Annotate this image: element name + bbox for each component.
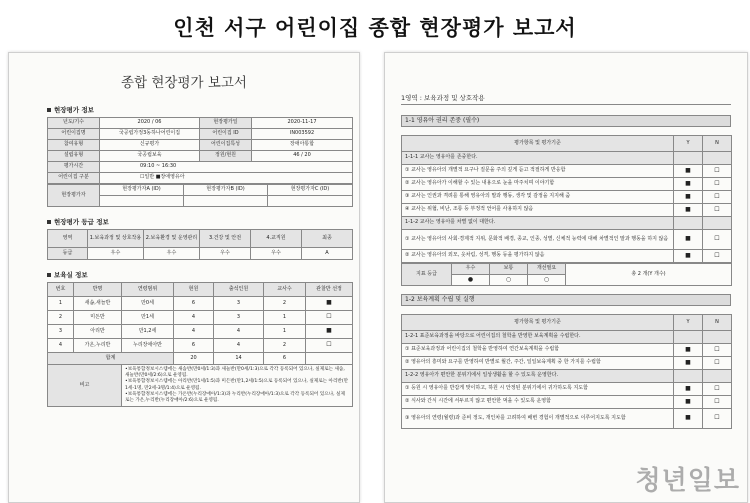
checkbox-cell: ☐: [703, 165, 732, 178]
cell: 4: [48, 339, 74, 353]
cell: [674, 370, 703, 383]
section-header-rooms: [47, 270, 359, 279]
cell: 4: [174, 311, 214, 325]
cell: 1: [264, 311, 306, 325]
cell: 아리반: [74, 325, 122, 339]
cell: 현장평가자C (ID): [268, 185, 353, 196]
cell: ① 교사는 영유아의 개별적 요구나 질문을 주의 깊게 듣고 적절하게 반응함: [402, 165, 674, 178]
cell: 국공립가정3동하나어린이집: [100, 129, 200, 140]
cell: 누리장애아반: [122, 339, 174, 353]
doc-title: 종합 현장평가 보고서: [121, 75, 247, 91]
cell: 1-1-1 교사는 영유아를 존중한다.: [402, 152, 674, 165]
remark-text: •보육통합정보시스템에는 아리반(만1세/1:5)과 미든반(만1,2세/1:5)으로 등록되어 있으나, 실제로는 아리반(만1세-1명, 만2세-3명/1:4)으로 운영됨.: [125, 379, 349, 391]
grade-row-table: [401, 263, 732, 286]
remarks-cell: [122, 365, 353, 407]
cell: 만1,2세: [122, 325, 174, 339]
checkbox-cell: ■: [306, 325, 353, 339]
cell: 6: [264, 353, 306, 365]
cell: 우수: [200, 248, 251, 260]
cell: Y: [674, 315, 703, 331]
cell: [674, 152, 703, 165]
checkbox-cell: ☐: [703, 396, 732, 409]
cell: 교사수: [264, 283, 306, 297]
grade-table: [47, 229, 353, 260]
section-title: 보육실 정보: [54, 271, 88, 279]
subsection-title: 1-1 영유아 권리 존중 (필수): [401, 115, 731, 127]
cell: 국공립보육: [100, 151, 200, 162]
table-row: [48, 339, 353, 353]
section-title: 현장평가 정보: [54, 106, 94, 114]
cell: 우수: [144, 248, 200, 260]
cell: [703, 217, 732, 230]
right-page: [384, 52, 748, 503]
checkbox-cell: ☐: [703, 409, 732, 429]
cell: 최종: [302, 230, 353, 248]
cell: 등급: [48, 248, 88, 260]
cell: 미든반: [74, 311, 122, 325]
checkbox-cell: ☐: [703, 204, 732, 217]
cell: 신규평가: [100, 140, 200, 151]
cell: 연령범위: [122, 283, 174, 297]
checkbox-cell: ■: [674, 383, 703, 396]
total-row: [48, 353, 353, 365]
cell: [703, 370, 732, 383]
cell: 4: [214, 325, 264, 339]
cell: 년도/기수: [48, 118, 100, 129]
cell: 현장평가자A (ID): [100, 185, 184, 196]
checkbox-cell: ■: [674, 230, 703, 250]
checkbox-cell: ☐: [306, 311, 353, 325]
cell: 어린이집특성: [200, 140, 252, 151]
cell: 가온,누리반: [74, 339, 122, 353]
checkbox-cell: ☐: [703, 357, 732, 370]
cell: ② 영유아의 흥미와 요구를 반영하여 반별로 월간, 주간, 일일보육계획 중 한 가지를 수립함: [402, 357, 674, 370]
bullet-square-icon: [47, 273, 51, 277]
cell: 번호: [48, 283, 74, 297]
cell: 만0세: [122, 297, 174, 311]
cell: 설립유형: [48, 151, 100, 162]
checkbox-cell: ☐: [703, 191, 732, 204]
cell: 2: [264, 297, 306, 311]
cell: [306, 353, 353, 365]
cell: 관찰반 선정: [306, 283, 353, 297]
rooms-table: [47, 282, 353, 407]
cell: 2: [48, 311, 74, 325]
cell: 총 2 개(Y 개수): [566, 264, 732, 286]
area-title: 1영역 : 보육과정 및 상호작용: [401, 93, 731, 105]
cell: 평가시간: [48, 162, 100, 173]
cell: 장애아통합: [252, 140, 353, 151]
section-header-grade: [47, 217, 359, 226]
cell: 정원/현원: [200, 151, 252, 162]
cell: 만1세: [122, 311, 174, 325]
cell: 4.교직원: [251, 230, 302, 248]
cell: 1-2-2 영유아가 편안한 분위기에서 일상생활을 할 수 있도록 운영한다.: [402, 370, 674, 383]
cell: 비고: [48, 365, 122, 407]
checkbox-cell: ■: [674, 396, 703, 409]
table-row: [48, 311, 353, 325]
checkbox-cell: ■: [674, 357, 703, 370]
cell: 2020 / 06: [100, 118, 200, 129]
cell: 3.건강 및 안전: [200, 230, 251, 248]
cell: 1-1-2 교사는 영유아를 차별 없이 대한다.: [402, 217, 674, 230]
cell: 1: [264, 325, 306, 339]
cell: ① 표준보육과정과 어린이집의 철학을 반영하여 연간보육계획을 수립함: [402, 344, 674, 357]
cell: ③ 교사는 인권과 격려를 통해 영유아의 말과 행동, 생각 및 감정을 지지해 줌: [402, 191, 674, 204]
cell: 46 / 20: [252, 151, 353, 162]
cell: 평가항목 및 평가기준: [402, 136, 674, 152]
cell: ② 교사는 영유아의 외모, 옷차림, 성격, 행동 등을 평가하지 않음: [402, 250, 674, 263]
subsection-title: 1-2 보육계획 수립 및 실행: [401, 294, 731, 306]
checkbox-cell: ☐: [703, 250, 732, 263]
cell: 2.보육환경 및 운영관리: [144, 230, 200, 248]
cell: 09:10 ~ 16:30: [100, 162, 353, 173]
cell: Y: [674, 136, 703, 152]
cell: 영역: [48, 230, 88, 248]
cell: 우수: [88, 248, 144, 260]
checkbox-cell: ☐: [703, 344, 732, 357]
right-content: [401, 93, 731, 429]
cell: 현장평가자: [48, 185, 100, 207]
bullet-square-icon: [47, 108, 51, 112]
watermark-logo: 청년일보: [635, 466, 740, 496]
checkbox-cell: ■: [306, 297, 353, 311]
cell: 현장평가일: [200, 118, 252, 129]
checklist-table-1: [401, 135, 732, 263]
cell: N: [703, 315, 732, 331]
cell: 우수: [251, 248, 302, 260]
radio-cell: ○: [528, 275, 566, 286]
cell: 어린이집명: [48, 129, 100, 140]
cell: ① 등원 시 영유아를 반갑게 맞이하고, 하원 시 안정된 분위기에서 귀가하도록 지도함: [402, 383, 674, 396]
cell: 1-2-1 표준보육과정을 바탕으로 어린이집의 철학을 반영한 보육계획을 수립한다.: [402, 331, 674, 344]
cell: 3: [48, 325, 74, 339]
cell: ① 교사는 영유아의 사회·경제적 지위, 문화적 배경, 종교, 인종, 성별, 신체적 능력에 대해 차별적인 말과 행동을 하지 않음: [402, 230, 674, 250]
cell: [100, 196, 184, 207]
cell: 평가항목 및 평가기준: [402, 315, 674, 331]
cell: [184, 196, 268, 207]
cell: N: [703, 136, 732, 152]
cell: 6: [174, 339, 214, 353]
cell: IN003592: [252, 129, 353, 140]
checkbox-cell: ■: [674, 344, 703, 357]
checkbox-cell: ☐: [703, 383, 732, 396]
cell: 어린이집 ID: [200, 129, 252, 140]
cell: [674, 217, 703, 230]
section-header-info: [47, 105, 359, 114]
remark-text: •보육통합정보시스템에는 가온반(누리장애아/1:3)과 누리반(누리장애아/1:3)으로 각각 등록되어 있으나, 실제로는 가온,누리반(누리장애아/2:6)으로 운영됨.: [125, 391, 345, 403]
radio-cell: ○: [490, 275, 528, 286]
remark-text: •보육통합정보시스템에는 새솜반(만0세/1:3)과 새늘반(만0세/1:3)으로 각각 등록되어 있으나, 실제로는 새솜,새늘반(만0세/2:6)으로 운영됨.: [125, 367, 345, 379]
cell: 14: [214, 353, 264, 365]
cell: 개선필요: [528, 264, 566, 275]
cell: 참여유형: [48, 140, 100, 151]
info-table: [47, 117, 353, 184]
main-title: 인천 서구 어린이집 종합 현장평가 보고서: [173, 15, 577, 40]
cell: 1: [48, 297, 74, 311]
cell: 1.보육과정 및 상호작용: [88, 230, 144, 248]
cell: 새솜,새늘반: [74, 297, 122, 311]
checkbox-cell: ■: [674, 250, 703, 263]
checkbox-cell: ■: [674, 409, 703, 429]
checkbox-cell: ☐: [703, 178, 732, 191]
checklist-table-2: [401, 314, 732, 429]
cell: ② 교사는 영유아가 이해할 수 있는 내용으로 눈을 마주치며 이야기함: [402, 178, 674, 191]
cell: 6: [174, 297, 214, 311]
radio-cell: ●: [452, 275, 490, 286]
cell: ④ 교사는 위협, 비난, 조롱 등 부정적 언어를 사용하지 않음: [402, 204, 674, 217]
checkbox-cell: ☐: [703, 230, 732, 250]
cell: 2020-11-17: [252, 118, 353, 129]
table-row: [48, 297, 353, 311]
cell: ☐일반 ■장애영유아: [100, 173, 353, 184]
cell: [674, 331, 703, 344]
cell: 보통: [490, 264, 528, 275]
cell: 어린이집 구분: [48, 173, 100, 184]
cell: 3: [214, 297, 264, 311]
checkbox-cell: ■: [674, 165, 703, 178]
cell: [703, 331, 732, 344]
evaluator-table: [47, 184, 353, 207]
cell: 2: [264, 339, 306, 353]
cell: 출석인원: [214, 283, 264, 297]
cell: 4: [214, 339, 264, 353]
remarks-row: [48, 365, 353, 407]
cell: 3: [214, 311, 264, 325]
checkbox-cell: ■: [674, 178, 703, 191]
cell: A: [302, 248, 353, 260]
cell: 현장평가자B (ID): [184, 185, 268, 196]
checkbox-cell: ☐: [306, 339, 353, 353]
cell: [268, 196, 353, 207]
cell: ③ 영유아의 연령(월령)과 준비 정도, 개인차를 고려하여 배변 경험이 개별적으로 이루어지도록 지도함: [402, 409, 674, 429]
section-title: 현장평가 등급 정보: [54, 218, 109, 226]
cell: ② 식사와 간식 시간에 서두르지 않고 편안한 먹을 수 있도록 운영함: [402, 396, 674, 409]
cell: 4: [174, 325, 214, 339]
cell: 지표 등급: [402, 264, 452, 286]
left-page: [8, 52, 360, 503]
table-row: [48, 325, 353, 339]
cell: 우수: [452, 264, 490, 275]
checkbox-cell: ■: [674, 191, 703, 204]
cell: 20: [174, 353, 214, 365]
cell: [703, 152, 732, 165]
cell: 합계: [48, 353, 174, 365]
bullet-square-icon: [47, 220, 51, 224]
checkbox-cell: ■: [674, 204, 703, 217]
cell: 현원: [174, 283, 214, 297]
cell: 반명: [74, 283, 122, 297]
